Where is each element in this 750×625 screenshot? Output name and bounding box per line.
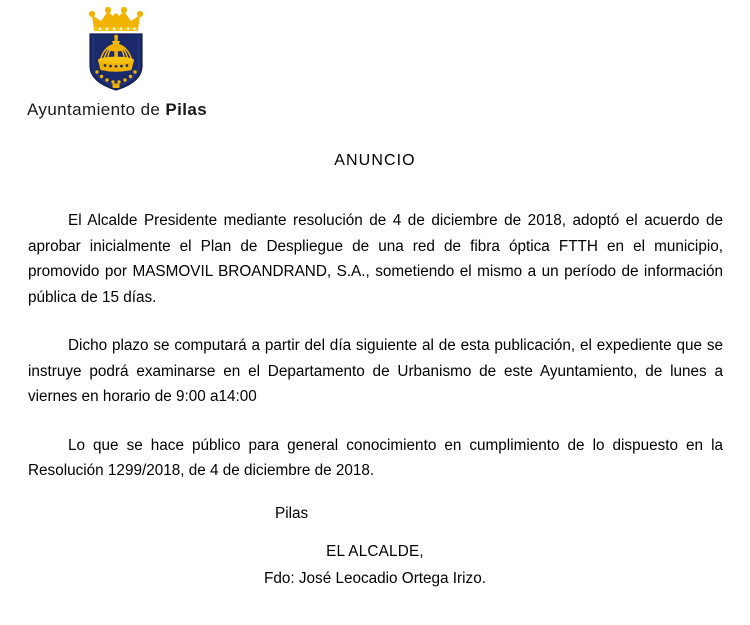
body-paragraph: El Alcalde Presidente mediante resolución de 4 de diciembre de 2018, adoptó el acuerdo de aprobar inicialmente el Plan de Despliegue de una red de fibra óptica FTTH en el municipio, promovido por MASMOVIL BROANDRAND, S.A., sometiendo el mismo a un período de información pública de 15 días.	[28, 212, 723, 306]
body-paragraph: Lo que se hace público para general conocimiento en cumplimiento de lo dispuesto en la Resolución 1299/2018, de 4 de diciembre de 2018.	[28, 436, 723, 479]
document-body	[28, 208, 723, 484]
page-title: ANUNCIO	[334, 152, 416, 169]
body-paragraph: Dicho plazo se computará a partir del día siguiente al de esta publicación, el expediente que se instruye podrá examinarse en el Departamento de Urbanismo de este Ayuntamiento, de lunes a viernes en horario de 9:00 a14:00	[28, 337, 723, 405]
organization-prefix: Ayuntamiento de	[27, 100, 166, 119]
signature-name: Fdo: José Leocadio Ortega Irizo.	[264, 570, 486, 587]
organization-name	[27, 100, 207, 120]
signature-role: EL ALCALDE,	[326, 543, 424, 560]
letterhead	[0, 0, 750, 132]
organization-municipality: Pilas	[165, 100, 208, 119]
signature-place: Pilas	[275, 505, 309, 522]
pilas-coat-of-arms-icon	[74, 4, 158, 92]
